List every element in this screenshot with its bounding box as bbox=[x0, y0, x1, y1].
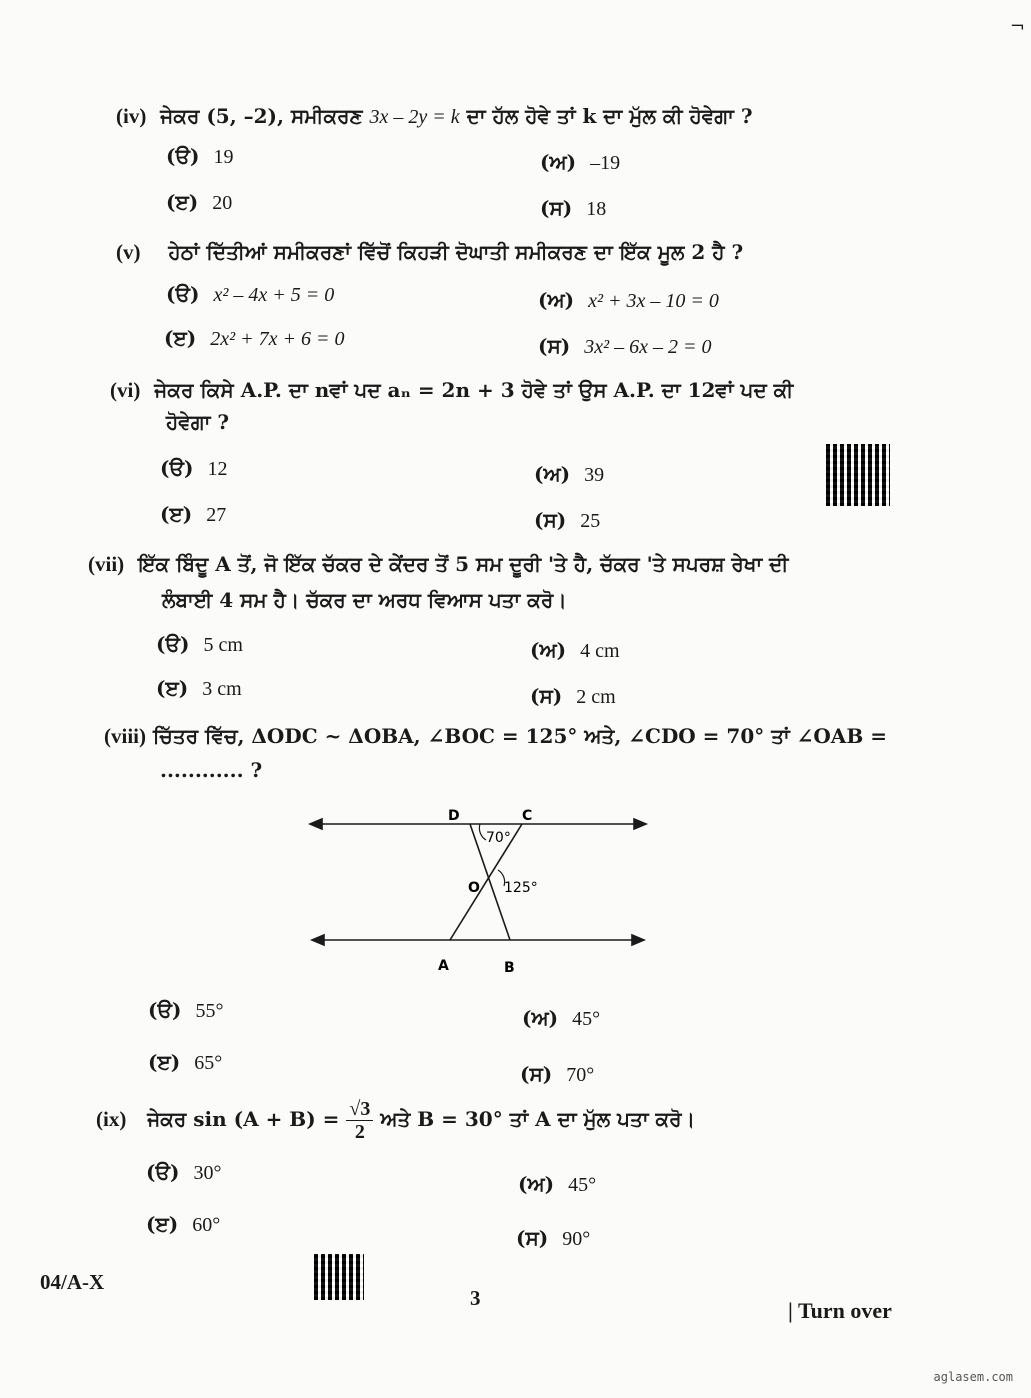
option-value: 2x² + 7x + 6 = 0 bbox=[210, 328, 345, 350]
option-a bbox=[166, 282, 334, 307]
option-value: 3x² – 6x – 2 = 0 bbox=[584, 336, 712, 358]
question-text: ਹੇਠਾਂ ਦਿੱਤੀਆਂ ਸਮੀਕਰਣਾਂ ਵਿੱਚੋਂ ਕਿਹੜੀ ਦੋਘਾਤੀ ਸਮੀਕਰਣ ਦਾ ਇੱਕ ਮੂਲ 2 ਹੈ ? bbox=[168, 240, 744, 264]
option-key: (ੳ) bbox=[160, 456, 194, 480]
arrow-right-icon bbox=[632, 935, 644, 945]
question-viii bbox=[104, 724, 887, 749]
question-vi bbox=[110, 378, 793, 403]
option-a bbox=[160, 456, 227, 481]
question-number: (vi) bbox=[110, 378, 141, 402]
option-key: (ੳ) bbox=[166, 144, 200, 168]
option-c bbox=[148, 1050, 222, 1075]
angle-label-125: 125° bbox=[504, 880, 538, 896]
corner-mark: ¬ bbox=[1009, 16, 1025, 37]
option-b bbox=[518, 1172, 596, 1197]
fraction-numerator: √3 bbox=[346, 1098, 373, 1121]
option-key: (ਸ) bbox=[530, 684, 563, 708]
option-key: (ਅ) bbox=[530, 638, 567, 662]
option-value: 30° bbox=[193, 1162, 222, 1184]
paper-code: 04/A-X bbox=[40, 1270, 105, 1294]
option-value: 3 cm bbox=[202, 678, 242, 700]
option-value: –19 bbox=[590, 152, 621, 174]
question-number: (iv) bbox=[116, 104, 147, 128]
option-key: (ੲ) bbox=[160, 502, 193, 526]
question-text-cont: ਹੋਵੇਗਾ ? bbox=[166, 410, 230, 434]
option-key: (ੳ) bbox=[148, 998, 182, 1022]
option-key: (ਸ) bbox=[540, 196, 573, 220]
equation: 3x – 2y = k bbox=[369, 106, 460, 128]
option-value: 39 bbox=[584, 464, 605, 486]
question-text: ਜੇਕਰ (5, –2), ਸਮੀਕਰਣ bbox=[160, 104, 363, 128]
option-value: x² + 3x – 10 = 0 bbox=[588, 290, 719, 312]
question-text: ਜੇਕਰ ਕਿਸੇ A.P. ਦਾ nਵਾਂ ਪਦ aₙ = 2n + 3 ਹੋਵੇ ਤਾਂ ਉਸ A.P. ਦਾ 12ਵਾਂ ਪਦ ਕੀ bbox=[154, 378, 794, 402]
option-value: 18 bbox=[586, 198, 607, 220]
option-value: x² – 4x + 5 = 0 bbox=[213, 284, 335, 306]
option-d bbox=[534, 508, 600, 533]
question-number: (ix) bbox=[96, 1107, 127, 1131]
question-text: ਅਤੇ B = 30° ਤਾਂ A ਦਾ ਮੁੱਲ ਪਤਾ ਕਰੋ। bbox=[380, 1107, 696, 1131]
option-d bbox=[530, 684, 616, 709]
option-b bbox=[540, 150, 620, 175]
point-label-B: B bbox=[504, 960, 515, 976]
option-value: 60° bbox=[192, 1214, 221, 1236]
option-b bbox=[530, 638, 620, 663]
qr-code-icon bbox=[826, 444, 890, 506]
site-watermark: aglasem.com bbox=[933, 1370, 1013, 1384]
option-d bbox=[540, 196, 606, 221]
option-value: 25 bbox=[580, 510, 601, 532]
option-b bbox=[522, 1006, 600, 1031]
option-value: 55° bbox=[195, 1000, 224, 1022]
option-value: 2 cm bbox=[576, 686, 616, 708]
question-text: ਦਾ ਹੱਲ ਹੋਵੇ ਤਾਂ k ਦਾ ਮੁੱਲ ਕੀ ਹੋਵੇਗਾ ? bbox=[466, 104, 753, 128]
option-c bbox=[146, 1212, 220, 1237]
angle-arc bbox=[479, 824, 486, 840]
question-ix bbox=[96, 1098, 695, 1143]
point-label-O: O bbox=[468, 880, 480, 896]
option-key: (ਅ) bbox=[538, 288, 575, 312]
geometry-figure bbox=[300, 800, 660, 980]
question-vii bbox=[88, 552, 788, 577]
question-number: (viii) bbox=[104, 724, 146, 748]
question-text: ਜੇਕਰ sin (A + B) = bbox=[147, 1107, 340, 1131]
option-value: 70° bbox=[566, 1064, 595, 1086]
question-number: (v) bbox=[116, 240, 141, 264]
turn-over: | Turn over bbox=[788, 1298, 892, 1323]
option-a bbox=[146, 1160, 221, 1185]
page-number: 3 bbox=[470, 1286, 481, 1310]
option-value: 45° bbox=[568, 1174, 597, 1196]
option-c bbox=[160, 502, 226, 527]
option-key: (ਸ) bbox=[538, 334, 571, 358]
option-d bbox=[538, 334, 712, 359]
option-value: 20 bbox=[212, 192, 233, 214]
option-key: (ੲ) bbox=[166, 190, 199, 214]
arrow-right-icon bbox=[634, 819, 646, 829]
option-d bbox=[516, 1226, 590, 1251]
option-key: (ਸ) bbox=[520, 1062, 553, 1086]
option-value: 19 bbox=[213, 146, 234, 168]
option-value: 5 cm bbox=[203, 634, 243, 656]
question-iv bbox=[116, 104, 753, 129]
question-text: ਚਿੱਤਰ ਵਿੱਚ, ΔODC ~ ΔOBA, ∠BOC = 125° ਅਤੇ, ∠CDO = 70° ਤਾਂ ∠OAB = bbox=[152, 724, 887, 748]
point-label-A: A bbox=[438, 958, 449, 974]
option-d bbox=[520, 1062, 594, 1087]
option-a bbox=[156, 632, 243, 657]
point-label-C: C bbox=[522, 808, 533, 824]
option-b bbox=[534, 462, 604, 487]
option-key: (ਅ) bbox=[540, 150, 577, 174]
question-number: (vii) bbox=[88, 552, 125, 576]
arrow-left-icon bbox=[310, 819, 322, 829]
option-key: (ੳ) bbox=[146, 1160, 180, 1184]
option-key: (ਸ) bbox=[516, 1226, 549, 1250]
fraction-denominator: 2 bbox=[354, 1121, 365, 1143]
option-key: (ੲ) bbox=[156, 676, 189, 700]
option-key: (ੲ) bbox=[164, 326, 197, 350]
question-text-cont: ............ ? bbox=[160, 758, 263, 782]
option-key: (ੳ) bbox=[166, 282, 200, 306]
option-c bbox=[166, 190, 232, 215]
option-value: 4 cm bbox=[580, 640, 620, 662]
question-v bbox=[116, 240, 743, 265]
option-key: (ਅ) bbox=[518, 1172, 555, 1196]
qr-code-icon bbox=[314, 1254, 364, 1300]
option-value: 12 bbox=[207, 458, 228, 480]
option-value: 45° bbox=[572, 1008, 601, 1030]
option-key: (ਅ) bbox=[522, 1006, 559, 1030]
option-b bbox=[538, 288, 719, 313]
option-a bbox=[148, 998, 223, 1023]
question-text-cont: ਲੰਬਾਈ 4 ਸਮ ਹੈ। ਚੱਕਰ ਦਾ ਅਰਧ ਵਿਆਸ ਪਤਾ ਕਰੋ। bbox=[162, 588, 567, 612]
option-key: (ੳ) bbox=[156, 632, 190, 656]
option-value: 27 bbox=[206, 504, 227, 526]
option-key: (ਅ) bbox=[534, 462, 571, 486]
option-a bbox=[166, 144, 233, 169]
arrow-left-icon bbox=[312, 935, 324, 945]
option-key: (ੲ) bbox=[146, 1212, 179, 1236]
option-value: 90° bbox=[562, 1228, 591, 1250]
question-text: ਇੱਕ ਬਿੰਦੂ A ਤੋਂ, ਜੋ ਇੱਕ ਚੱਕਰ ਦੇ ਕੇਂਦਰ ਤੋਂ 5 ਸਮ ਦੂਰੀ 'ਤੇ ਹੈ, ਚੱਕਰ 'ਤੇ ਸਪਰਸ਼ ਰੇਖਾ ਦੀ bbox=[138, 552, 789, 576]
option-value: 65° bbox=[194, 1052, 223, 1074]
option-key: (ੲ) bbox=[148, 1050, 181, 1074]
fraction bbox=[346, 1098, 373, 1143]
point-label-D: D bbox=[448, 808, 460, 824]
option-key: (ਸ) bbox=[534, 508, 567, 532]
option-c bbox=[156, 676, 242, 701]
angle-label-70: 70° bbox=[486, 830, 511, 846]
option-c bbox=[164, 326, 345, 351]
